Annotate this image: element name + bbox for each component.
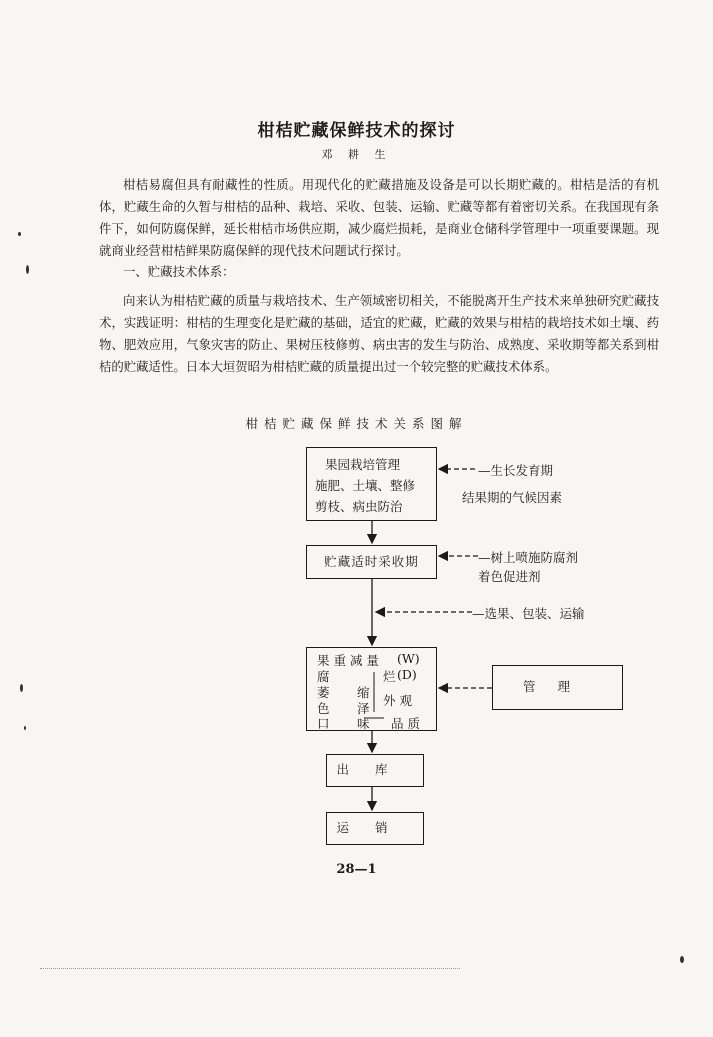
quality-weight-loss: 果 重 减 量 (317, 653, 379, 668)
note-growth-period: —生长发育期 (478, 463, 554, 478)
note-spray: —树上喷施防腐剂 (478, 550, 579, 565)
quality-weight-unit: (W) (397, 651, 420, 666)
orchard-box-line3: 剪枝、病虫防治 (315, 499, 403, 514)
article-author: 邓 耕 生 (321, 148, 392, 161)
orchard-box-line2: 施肥、土壤、整修 (315, 478, 416, 493)
quality-color-b: 泽 (357, 701, 370, 716)
quality-taste-a: 口 (317, 716, 330, 731)
quality-appearance: 外 观 (383, 693, 412, 708)
quality-color-a: 色 (317, 701, 330, 716)
paragraph-storage-system: 向来认为柑桔贮藏的质量与栽培技术、生产领域密切相关，不能脱离开生产技术来单独研究贮藏技术，实践证明：柑桔的生理变化是贮藏的基础，适宜的贮藏，贮藏的效果与柑桔的栽培技术如土壤、药物、肥效应用，气象灾害的防止、果树压枝修剪、病虫害的发生与防治、成熟度、采收期等都关系到柑桔的贮藏适性。日本大垣贺昭为柑桔贮藏的质量提出过一个较完整的贮藏技术体系。 (99, 293, 659, 374)
quality-shrink-a: 萎 (317, 685, 330, 700)
scan-speck (680, 956, 684, 963)
diagram-title: 柑桔贮藏保鲜技术关系图解 (245, 416, 468, 431)
scan-speck (20, 684, 23, 692)
scan-speck (26, 265, 29, 274)
scan-edge-line (40, 968, 460, 970)
paragraph-intro: 柑桔易腐但具有耐藏性的性质。用现代化的贮藏措施及设备是可以长期贮藏的。柑桔是活的有机体，贮藏生命的久暂与柑桔的品种、栽培、采收、包装、运输、贮藏等都有着密切关系。在我国现有条件下，如何防腐保鲜，延长柑桔市场供应期，减少腐烂损耗，是商业仓储科学管理中一项重要课题。现就商业经营柑桔鲜果防腐保鲜的现代技术问题试行探讨。 (99, 177, 659, 258)
orchard-box-title: 果园栽培管理 (325, 457, 401, 472)
article-title: 柑桔贮藏保鲜技术的探讨 (257, 121, 456, 141)
harvest-time-box: 贮藏适时采收期 (306, 545, 437, 579)
page-number: 28—1 (336, 862, 377, 877)
quality-rot-unit: (D) (397, 667, 417, 682)
orchard-management-box (306, 447, 437, 521)
warehouse-out-box: 出库 (326, 754, 424, 787)
note-climate: 结果期的气候因素 (462, 490, 563, 505)
quality-indicators-box (306, 647, 437, 731)
quality-rot-b: 烂 (383, 669, 396, 684)
scan-speck (24, 726, 26, 730)
management-box: 管理 (492, 665, 623, 710)
quality-rot-a: 腐 (317, 669, 330, 684)
transport-sale-box: 运销 (326, 812, 424, 845)
scan-speck (18, 232, 21, 236)
quality-quality: 品 质 (391, 716, 420, 731)
section-heading: 一、贮藏技术体系： (123, 264, 235, 279)
note-color-promoter: 着色促进剂 (478, 569, 541, 584)
note-packing: —选果、包装、运输 (472, 606, 585, 621)
quality-taste-b: 味 (357, 716, 370, 731)
quality-shrink-b: 缩 (357, 685, 370, 700)
